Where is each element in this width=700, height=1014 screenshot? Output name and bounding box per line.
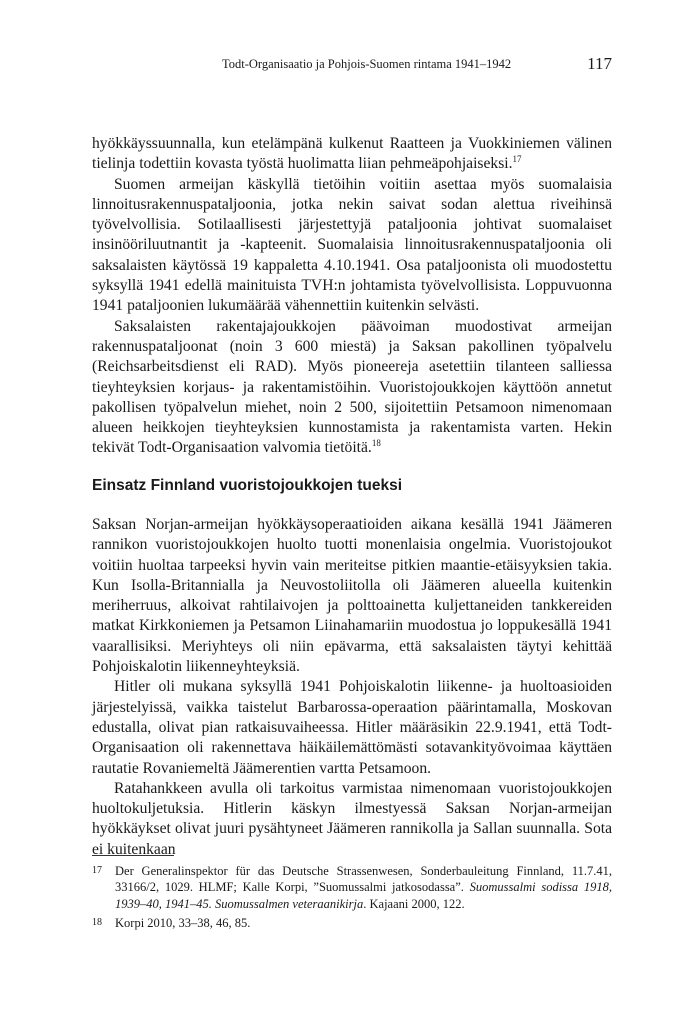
running-title: Todt-Organisaatio ja Pohjois-Suomen rintama 1941–1942 (222, 57, 512, 71)
footnotes (92, 863, 612, 934)
section-heading: Einsatz Finnland vuoristojoukkojen tueksi (92, 477, 403, 494)
paragraph: Saksan Norjan-armeijan hyökkäysoperaatioiden aikana kesällä 1941 Jäämeren rannikon vuoristojoukkojen huolto tuotti monenlaisia ongelmia. Vuoristojoukot voitiin huoltaa tarpeeksi hyvin vain meriteitse pitkien maantie-etäisyyksien takia. Kun Isolla-Britannialla ja Neuvostoliitolla oli Jäämeren alueella kuitenkin meriherruus, alkoivat rahtilaivojen ja polttoainetta kuljettaneiden tankkereiden matkat Kirkkoniemen ja Petsamon Liinahamariin muodostua jo loppukesällä 1941 vaarallisiksi. Meriyhteys oli niin epävarma, että saksalaisten täytyi kehittää Pohjoiskalotin liikenneyhteyksiä. (92, 516, 612, 676)
footnote-text-plain: Korpi 2010, 33–38, 46, 85. (115, 915, 251, 930)
paragraph (92, 134, 612, 175)
footnote-book-title: Suomussalmi sodissa 1918, 1939–40, 1941–45. Suomussalmen veteraanikirja (115, 880, 612, 911)
paragraph-text: Saksalaisten rakentajajoukkojen päävoiman muodostivat armeijan rakennuspataljoonat (noin 3 600 miestä) ja Saksan pakollinen työpalvelu (Reichsarbeitsdienst eli RAD). Myös pioneereja asetettiin tilanteen salliessa tieyhteyksien korjaus- ja rakentamistöihin. Vuoristojoukkojen käyttöön annetut pakollisen työpalvelun miehet, noin 2 500, sijoitettiin Petsamoon nimenomaan alueen heikkojen tieyhteyksien kunnostamista ja rakentamista varten. Hekin tekivät Todt-Organisaation valvomia tietöitä. (92, 317, 612, 457)
paragraph: Suomen armeijan käskyllä tietöihin voitiin asettaa myös suomalaisia linnoitusrakennuspataljoonia, jotka nekin saivat sodan alettua riveihinsä työvelvollisia. Sotilaallisesti järjestettyjä pataljoonia johtivat suomalaiset insinööriluutnantit ja -kapteenit. Suomalaisia linnoitusrakennuspataljoonia oli saksalaisten käytössä 19 kappaletta 4.10.1941. Osa pataljoonista oli muodostettu syksyllä 1941 edellä mainituista TVH:n johtamista työvelvollisista. Loppuvuonna 1941 pataljoonien lukumäärää vähennettiin kuitenkin selvästi. (92, 175, 612, 315)
footnote-text-plain: Der Generalinspektor für das Deutsche Strassenwesen, Sonderbauleitung Finnland, 11.7.41, 33166/2, 1029. HLMF; Kalle Korpi, ”Suomussalmi jatkosodassa”. (115, 864, 612, 895)
footnote-text (115, 863, 612, 912)
footnote-ref-17[interactable]: 17 (512, 154, 522, 165)
paragraph-text: hyökkäyssuunnalla, kun etelämpänä kulkenut Raatteen ja Vuokkiniemen välinen tielinja todettiin kovasta työstä huolimatta liian pehmeäpohjaiseksi. (92, 135, 612, 173)
footnote-text-tail: . Kajaani 2000, 122. (363, 896, 465, 911)
footnote-17 (92, 863, 612, 912)
footnote-text (115, 915, 612, 931)
paragraph: Hitler oli mukana syksyllä 1941 Pohjoiskalotin liikenne- ja huoltoasioiden järjestelyissä, vaikka taistelut Barbarossa-operaation päärintamalla, Moskovan edustalla, olivat pian ratkaisuvaiheessa. Hitler määräsikin 22.9.1941, että Todt-Organisaation oli rakennettava häikäilemättömästi sotavankityövoimaa käyttäen rautatie Rovaniemeltä Jäämerentien vartta Petsamoon. (92, 678, 612, 777)
footnote-divider (92, 855, 174, 856)
paragraph: Ratahankkeen avulla oli tarkoitus varmistaa nimenomaan vuoristojoukkojen huoltokuljetuksia. Hitlerin käskyn ilmestyessä Saksan Norjan-armeijan hyökkäykset olivat juuri pysähtyneet Jäämeren rannikolla ja Sallan suunnalla. Sota ei kuitenkaan (92, 779, 612, 858)
page-number: 117 (587, 54, 612, 73)
footnote-ref-18[interactable]: 18 (371, 438, 381, 449)
body-text-block-1 (92, 134, 612, 459)
footnote-18 (92, 915, 612, 931)
body-text-block-2 (92, 515, 612, 860)
footnote-number: 18 (92, 916, 102, 928)
footnote-number: 17 (92, 865, 102, 876)
running-header (92, 54, 612, 76)
paragraph (92, 317, 612, 459)
